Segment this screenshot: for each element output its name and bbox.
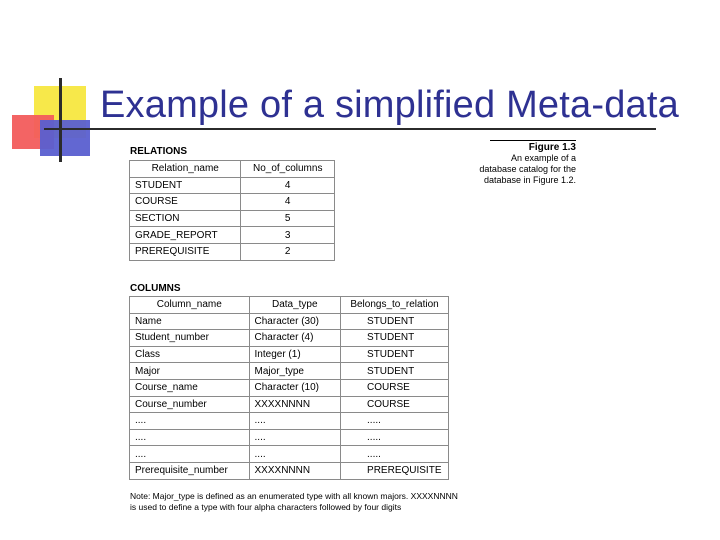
table-row: [130, 243, 335, 260]
note-line: Note: Major_type is defined as an enumerated type with all known majors. XXXXNNNN: [130, 491, 458, 501]
table-cell: 5: [241, 210, 335, 227]
figure-caption-line: database catalog for the: [479, 164, 576, 174]
table-cell: 4: [241, 177, 335, 194]
table-cell: COURSE: [130, 194, 241, 211]
table-row: [130, 379, 449, 396]
table-row: [130, 210, 335, 227]
table-cell: STUDENT: [130, 177, 241, 194]
decorative-blue-square: [40, 120, 90, 156]
table-cell: Student_number: [130, 330, 250, 347]
table-row: [130, 177, 335, 194]
table-cell: XXXXNNNN: [249, 462, 341, 479]
figure-caption: [450, 142, 576, 186]
relations-table: [129, 160, 335, 261]
table-cell: STUDENT: [341, 363, 449, 380]
table-cell: ....: [130, 413, 250, 430]
table-row: [130, 313, 449, 330]
table-cell: 3: [241, 227, 335, 244]
table-cell: Character (30): [249, 313, 341, 330]
figure-rule: [490, 140, 576, 141]
table-cell: ....: [130, 446, 250, 463]
column-header: Column_name: [130, 297, 250, 314]
columns-label: COLUMNS: [130, 283, 181, 294]
table-header-row: [130, 161, 335, 178]
table-cell: ....: [249, 429, 341, 446]
table-row: [130, 363, 449, 380]
table-cell: 2: [241, 243, 335, 260]
table-row: [130, 227, 335, 244]
figure-caption-line: database in Figure 1.2.: [483, 175, 576, 185]
table-cell: ....: [249, 413, 341, 430]
table-row: [130, 330, 449, 347]
table-cell: COURSE: [341, 396, 449, 413]
table-cell: STUDENT: [341, 313, 449, 330]
table-cell: Course_name: [130, 379, 250, 396]
column-header: Belongs_to_relation: [341, 297, 449, 314]
table-cell: Prerequisite_number: [130, 462, 250, 479]
table-cell: Name: [130, 313, 250, 330]
table-cell: Class: [130, 346, 250, 363]
table-row: [130, 429, 449, 446]
table-row: [130, 446, 449, 463]
table-cell: STUDENT: [341, 330, 449, 347]
table-row: [130, 413, 449, 430]
figure-number: Figure 1.3: [528, 142, 576, 153]
table-row: [130, 462, 449, 479]
column-header: Data_type: [249, 297, 341, 314]
decorative-vertical-line: [59, 78, 62, 162]
table-cell: ....: [130, 429, 250, 446]
table-cell: PREREQUISITE: [130, 243, 241, 260]
table-cell: .....: [341, 413, 449, 430]
table-cell: XXXXNNNN: [249, 396, 341, 413]
table-cell: Course_number: [130, 396, 250, 413]
note-line: is used to define a type with four alpha characters followed by four digits: [130, 502, 402, 512]
table-cell: Major: [130, 363, 250, 380]
table-cell: SECTION: [130, 210, 241, 227]
table-cell: COURSE: [341, 379, 449, 396]
table-cell: Character (10): [249, 379, 341, 396]
table-note: [130, 491, 460, 513]
relations-label: RELATIONS: [130, 146, 188, 157]
table-row: [130, 396, 449, 413]
slide-title: Example of a simplified Meta-data: [100, 84, 679, 126]
figure-caption-line: An example of a: [510, 153, 576, 163]
table-cell: PREREQUISITE: [341, 462, 449, 479]
table-row: [130, 346, 449, 363]
table-header-row: [130, 297, 449, 314]
table-cell: 4: [241, 194, 335, 211]
table-cell: .....: [341, 446, 449, 463]
table-cell: Integer (1): [249, 346, 341, 363]
table-cell: Major_type: [249, 363, 341, 380]
table-cell: STUDENT: [341, 346, 449, 363]
table-cell: .....: [341, 429, 449, 446]
table-cell: ....: [249, 446, 341, 463]
column-header: Relation_name: [130, 161, 241, 178]
table-cell: GRADE_REPORT: [130, 227, 241, 244]
column-header: No_of_columns: [241, 161, 335, 178]
table-row: [130, 194, 335, 211]
table-cell: Character (4): [249, 330, 341, 347]
title-underline: [44, 128, 656, 130]
columns-table: [129, 296, 449, 480]
